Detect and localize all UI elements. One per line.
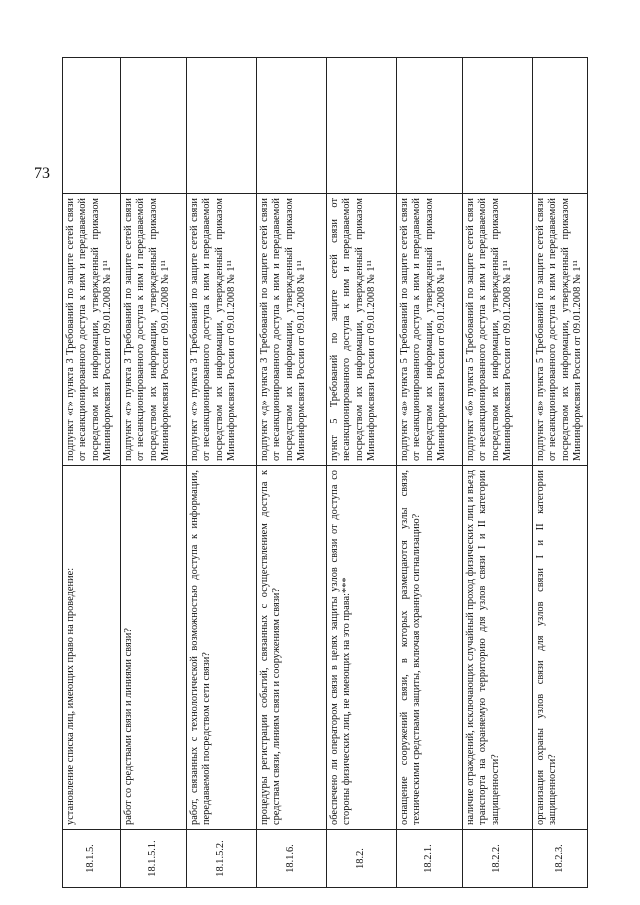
- table-row: [397, 58, 463, 888]
- row-requirement: подпункт «а» пункта 5 Требований по защите сетей связи от несанкционированного доступа к ним и передаваемой посредством их информации, утвержденный приказом Мининформсвязи России от 09.01.2008 № 1¹¹: [397, 194, 463, 466]
- row-blank-cell: [63, 58, 121, 194]
- row-description: оснащение сооружений связи, в которых размещаются узлы связи, техническими средствами защиты, включая охранную сигнализацию?: [397, 466, 463, 830]
- row-description: установление списка лиц, имеющих право на проведение:: [63, 466, 121, 830]
- rotated-table-wrapper: [62, 58, 584, 888]
- table-row: [121, 58, 187, 888]
- row-description: обеспечено ли оператором связи в целях защиты узлов связи от доступа со стороны физических лиц, не имеющих на это права:***: [327, 466, 397, 830]
- row-requirement: подпункт «д» пункта 3 Требований по защите сетей связи от несанкционированного доступа к ним и передаваемой посредством их информации, утвержденный приказом Мининформсвязи России от 09.01.2008 № 1¹¹: [257, 194, 327, 466]
- row-description: процедуры регистрации событий, связанных с осуществлением доступа к средствам связи, линиям связи и сооружениям связи?: [257, 466, 327, 830]
- row-requirement: подпункт «в» пункта 5 Требований по защите сетей связи от несанкционированного доступа к ним и передаваемой посредством их информации, утвержденный приказом Мининформсвязи России от 09.01.2008 № 1¹¹: [533, 194, 588, 466]
- table-row: [463, 58, 533, 888]
- table-row: [327, 58, 397, 888]
- row-blank-cell: [397, 58, 463, 194]
- row-blank-cell: [121, 58, 187, 194]
- row-requirement: подпункт «б» пункта 5 Требований по защите сетей связи от несанкционированного доступа к ним и передаваемой посредством их информации, утвержденный приказом Мининформсвязи России от 09.01.2008 № 1¹¹: [463, 194, 533, 466]
- row-blank-cell: [327, 58, 397, 194]
- row-requirement: подпункт «г» пункта 3 Требований по защите сетей связи от несанкционированного доступа к ним и передаваемой посредством их информации, утвержденный приказом Мининформсвязи России от 09.01.2008 № 1¹¹: [187, 194, 257, 466]
- row-description: наличие ограждений, исключающих случайный проход физических лиц и въезд транспорта на охраняемую территорию для узлов связи I и II категории защищенности?: [463, 466, 533, 830]
- row-blank-cell: [257, 58, 327, 194]
- row-requirement: подпункт «г» пункта 3 Требований по защите сетей связи от несанкционированного доступа к ним и передаваемой посредством их информации, утвержденный приказом Мининформсвязи России от 09.01.2008 № 1¹¹: [121, 194, 187, 466]
- row-requirement: подпункт «г» пункта 3 Требований по защите сетей связи от несанкционированного доступа к ним и передаваемой посредством их информации, утвержденный приказом Мининформсвязи России от 09.01.2008 № 1¹¹: [63, 194, 121, 466]
- row-number: 18.2.: [327, 830, 397, 888]
- requirements-table: [62, 57, 588, 888]
- row-number: 18.2.2.: [463, 830, 533, 888]
- page-number: 73: [34, 165, 50, 182]
- row-blank-cell: [187, 58, 257, 194]
- row-number: 18.2.1.: [397, 830, 463, 888]
- row-requirement: пункт 5 Требований по защите сетей связи от несанкционированного доступа к ним и передаваемой посредством их информации, утвержденный приказом Мининформсвязи России от 09.01.2008 № 1¹¹: [327, 194, 397, 466]
- row-blank-cell: [533, 58, 588, 194]
- row-number: 18.2.3.: [533, 830, 588, 888]
- row-number: 18.1.6.: [257, 830, 327, 888]
- row-description: организация охраны узлов связи для узлов связи I и II категории защищенности?: [533, 466, 588, 830]
- row-number: 18.1.5.1.: [121, 830, 187, 888]
- row-number: 18.1.5.2.: [187, 830, 257, 888]
- table-row: [257, 58, 327, 888]
- row-blank-cell: [463, 58, 533, 194]
- table-row: [533, 58, 588, 888]
- table-body: [63, 58, 588, 888]
- row-number: 18.1.5.: [63, 830, 121, 888]
- row-description: работ, связанных с технологической возможностью доступа к информации, передаваемой посредством сети связи?: [187, 466, 257, 830]
- table-row: [63, 58, 121, 888]
- row-description: работ со средствами связи и линиями связи?: [121, 466, 187, 830]
- table-row: [187, 58, 257, 888]
